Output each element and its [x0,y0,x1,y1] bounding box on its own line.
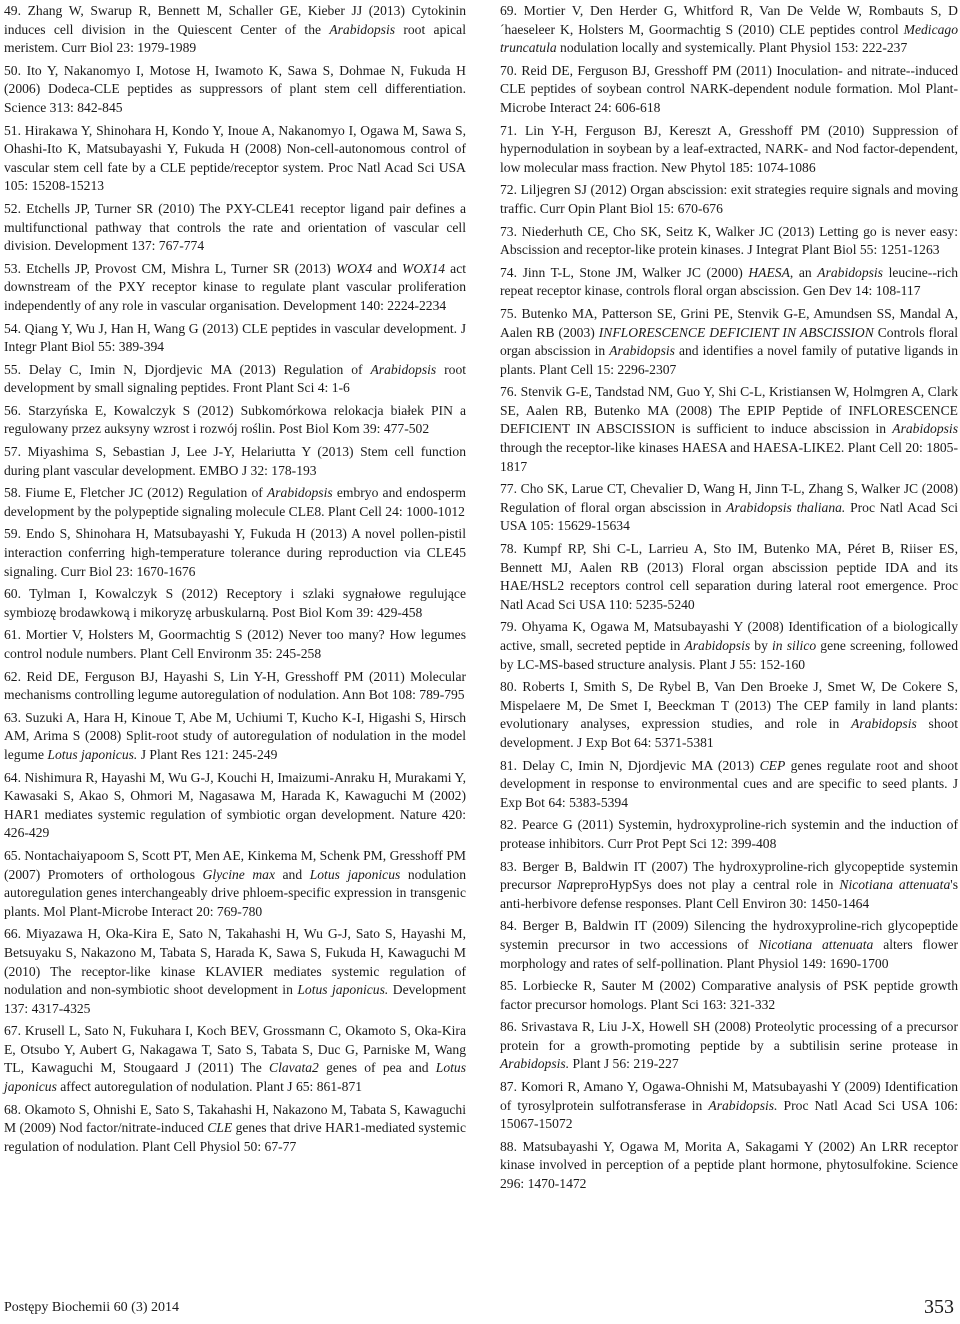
reference-text: Reid DE, Ferguson BJ, Hayashi S, Lin Y-H, Gresshoff PM (2011) Molecular mechanisms controlling legume autoregulation of nodulation. Ann Bot 108: 789-795 [4,668,467,703]
reference-number: 84. [500,918,523,934]
reference-entry [500,62,958,118]
reference-text: Hirakawa Y, Shinohara H, Kondo Y, Inoue A, Nakanomyo I, Ogawa M, Sawa S, Ohashi-Ito K, Matsubayashi Y, Fukuda H (2008) Non-cell-autonomous control of vascular stem cell fate by a CLE peptide/receptor system. Proc Natl Acad Sci USA 105: 15208-15213 [4,122,466,194]
right-reference-column [500,2,958,1198]
reference-number: 88. [500,1138,523,1154]
reference-entry [4,62,466,118]
reference-entry [500,618,958,674]
reference-entry [4,361,466,398]
reference-entry [500,757,958,813]
reference-number: 64. [4,769,25,785]
reference-number: 71. [500,122,525,138]
reference-text: Mortier V, Den Herder G, Whitford R, Van De Velde W, Rombauts S, D´haeseleer K, Holsters M, Goormachtig S (2010) CLE peptides control Medicago truncatula nodulation locally and systemically. Plant Physiol 153: 222-237 [500,3,958,56]
reference-text: Ito Y, Nakanomyo I, Motose H, Iwamoto K, Sawa S, Dohmae N, Fukuda H (2006) Dodeca-CLE peptides as suppressors of plant stem cell differentiation. Science 313: 842-845 [4,62,466,115]
reference-text: Berger B, Baldwin IT (2007) The hydroxyproline-rich glycopeptide systemin precursor NapreproHypSys does not play a central role in Nicotiana attenuata's anti-herbivore defense responses. Plant Cell Environ 30: 1450-1464 [500,858,959,911]
reference-number: 53. [4,260,27,276]
reference-entry [4,847,466,921]
reference-number: 63. [4,709,26,725]
reference-entry [4,443,466,480]
reference-entry [4,626,466,663]
reference-entry [500,540,958,614]
reference-number: 76. [500,384,521,400]
reference-entry [500,1018,958,1074]
reference-text: Starzyńska E, Kowalczyk S (2012) Subkomórkowa relokacja białek PIN a regulowany przez auksyny wzrost i rozwój roślin. Post Biol Kom 39: 477-502 [4,402,467,437]
reference-text: Lin Y-H, Ferguson BJ, Kereszt A, Gresshoff PM (2010) Suppression of hypernodulation in soybean by a leaf-extracted, NARK- and Nod factor-dependent, low molecular mass fraction. New Phytol 185: 1074-1086 [500,122,959,175]
reference-text: Suzuki A, Hara H, Kinoue T, Abe M, Uchiumi T, Kucho K-I, Higashi S, Hirsch AM, Arima S (2008) Split-root study of autoregulation of nodulation in the model legume Lotus japonicus. J Plant Res 121: 245-249 [4,709,466,762]
reference-text: Jinn T-L, Stone JM, Walker JC (2000) HAESA, an Arabidopsis leucine--rich repeat receptor kinase, controls floral organ abscission. Gen Dev 14: 108-117 [500,264,958,299]
reference-number: 58. [4,485,26,501]
reference-number: 68. [4,1101,25,1117]
reference-entry [500,264,958,301]
reference-text: Tylman I, Kowalczyk S (2012) Receptory i szlaki sygnałowe regulujące symbiozę brodawkową i mikoryzę arbuskularną. Post Biol Kom 39: 429-458 [4,586,466,620]
reference-number: 62. [4,668,27,684]
reference-entry [500,181,958,218]
reference-entry [4,320,466,357]
reference-number: 86. [500,1019,522,1035]
reference-text: Kumpf RP, Shi C-L, Larrieu A, Sto IM, Butenko MA, Péret B, Riiser ES, Bennett MJ, Aalen RB (2013) Floral organ abscission peptide IDA and its HAE/HSL2 receptors control cell separation during lateral root emergence. Proc Natl Acad Sci USA 110: 5235-5240 [500,541,959,612]
reference-text: Pearce G (2011) Systemin, hydroxyproline-rich systemin and the induction of protease inhibitors. Curr Prot Pept Sci 12: 399-408 [500,817,958,851]
reference-number: 59. [4,526,26,542]
reference-number: 49. [4,3,28,18]
reference-text: Reid DE, Ferguson BJ, Gresshoff PM (2011) Inoculation- and nitrate--induced CLE peptides of soybean control NARK-dependent nodule formation. Mol Plant-Microbe Interact 24: 606-618 [500,62,959,115]
reference-text: Ohyama K, Ogawa M, Matsubayashi Y (2008) Identification of a biologically active, small, secreted peptide in Arabidopsis by in silico gene screening, followed by LC-MS-based structure analysis. Plant J 55: 152-160 [500,619,959,672]
reference-entry [500,2,958,58]
reference-text: Okamoto S, Ohnishi E, Sato S, Takahashi H, Nakazono M, Tabata S, Kawaguchi M (2009) Nod factor/nitrate-induced CLE genes that drive HAR1-mediated systemic regulation of nodulation. Plant Cell Physiol 50: 67-77 [4,1101,467,1154]
reference-entry [500,383,958,476]
reference-number: 52. [4,200,27,216]
reference-number: 81. [500,757,523,773]
reference-number: 66. [4,926,26,942]
reference-entry [500,977,958,1014]
reference-entry [4,1022,466,1096]
reference-number: 74. [500,264,523,280]
reference-entry [500,858,958,914]
reference-text: Roberts I, Smith S, De Rybel B, Van Den Broeke J, Smet W, De Cokere S, Mispelaere M, De Smet I, Beeckman T (2013) The CEP family in land plants: evolutionary analyses, expression studies, and role in Arabidopsis shoot development. J Exp Bot 64: 5371-5381 [500,679,959,750]
reference-text: Qiang Y, Wu J, Han H, Wang G (2013) CLE peptides in vascular development. J Integr Plant Biol 55: 389-394 [4,320,467,355]
reference-entry [4,525,466,581]
reference-number: 75. [500,305,522,321]
reference-entry [4,484,466,521]
reference-entry [500,223,958,260]
reference-entry [4,2,466,58]
reference-text: Komori R, Amano Y, Ogawa-Ohnishi M, Matsubayashi Y (2009) Identification of tyrosylprotein sulfotransferase in Arabidopsis. Proc Natl Acad Sci USA 106: 15067-15072 [500,1079,958,1132]
reference-text: Krusell L, Sato N, Fukuhara I, Koch BEV, Grossmann C, Okamoto S, Oka-Kira E, Otsubo Y, Aubert G, Nakagawa T, Sato S, Tabata S, Duc G, Parniske M, Wang TL, Kawaguchi M, Stougaard J (2011) The Clavata2 genes of pea and Lotus japonicus affect autoregulation of nodulation. Plant J 65: 861-871 [4,1023,466,1095]
reference-entry [500,1138,958,1194]
reference-text: Fiume E, Fletcher JC (2012) Regulation of Arabidopsis embryo and endosperm development by the polypeptide signaling molecule CLE8. Plant Cell 24: 1000-1012 [4,485,466,519]
reference-number: 70. [500,62,522,78]
reference-text: Zhang W, Swarup R, Bennett M, Schaller GE, Kieber JJ (2013) Cytokinin induces cell division in the Quiescent Center of the Arabidopsis root apical meristem. Curr Biol 23: 1979-1989 [4,3,466,56]
reference-number: 83. [500,858,523,874]
reference-number: 87. [500,1079,522,1095]
reference-entry [500,816,958,853]
reference-text: Miyashima S, Sebastian J, Lee J-Y, Helariutta Y (2013) Stem cell function during plant vascular development. EMBO J 32: 178-193 [4,444,466,478]
reference-text: Nontachaiyapoom S, Scott PT, Men AE, Kinkema M, Schenk PM, Gresshoff PM (2007) Promoters of orthologous Glycine max and Lotus japonicus nodulation autoregulation genes interchangeably drive phloem-specific expression in transgenic plants. Mol Plant-Microbe Interact 20: 769-780 [4,847,467,919]
reference-number: 61. [4,627,26,643]
reference-number: 79. [500,619,522,635]
reference-number: 51. [4,122,25,138]
reference-text: Berger B, Baldwin IT (2009) Silencing the hydroxyproline-rich glycopeptide systemin precursor in two accessions of Nicotiana attenuata alters flower morphology and rates of self-pollination. Plant Physiol 149: 1690-1700 [500,918,959,971]
reference-number: 82. [500,817,522,833]
reference-text: Lorbiecke R, Sauter M (2002) Comparative analysis of PSK peptide growth factor precursor homologs. Plant Sci 163: 321-332 [500,978,958,1012]
reference-number: 73. [500,223,522,239]
reference-entry [500,678,958,752]
reference-text: Delay C, Imin N, Djordjevic MA (2013) Regulation of Arabidopsis root development by small signaling peptides. Front Plant Sci 4: 1-6 [4,361,467,396]
reference-entry [4,585,466,622]
left-reference-column [4,2,466,1160]
reference-entry [4,925,466,1018]
reference-text: Etchells JP, Provost CM, Mishra L, Turner SR (2013) WOX4 and WOX14 act downstream of the PXY receptor kinase to regulate plant vascular proliferation independently of any role in vascular organisation. Development 140: 2224-2234 [4,260,467,313]
reference-text: Stenvik G-E, Tandstad NM, Guo Y, Shi C-L, Kristiansen W, Holmgren A, Clark SE, Aalen RB, Butenko MA (2008) The EPIP Peptide of INFLORESCENCE DEFICIENT IN ABSCISSION is sufficient to induce abscission in Arabidopsis through the receptor-like kinases HAESA and HAESA-LIKE2. Plant Cell 20: 1805-1817 [500,384,959,474]
reference-text: Nishimura R, Hayashi M, Wu G-J, Kouchi H, Imaizumi-Anraku H, Murakami Y, Kawasaki S, Akao S, Ohmori M, Nagasawa M, Harada K, Kawaguchi M (2002) HAR1 mediates systemic regulation of symbiotic organ development. Nature 420: 426-429 [4,769,466,841]
reference-entry [4,709,466,765]
reference-text: Etchells JP, Turner SR (2010) The PXY-CLE41 receptor ligand pair defines a multifunctional pathway that controls the rate and orientation of vascular cell division. Development 137: 767-774 [4,200,467,254]
reference-number: 50. [4,62,27,78]
reference-number: 67. [4,1023,25,1039]
reference-number: 78. [500,541,524,557]
reference-number: 65. [4,847,25,863]
reference-number: 72. [500,182,521,198]
reference-entry [500,305,958,379]
reference-text: Delay C, Imin N, Djordjevic MA (2013) CEP genes regulate root and shoot development in response to environmental cues and are specific to seed plants. J Exp Bot 64: 5383-5394 [500,757,958,810]
reference-number: 80. [500,679,523,695]
reference-entry [4,668,466,705]
reference-text: Srivastava R, Liu J-X, Howell SH (2008) Proteolytic processing of a precursor protein for a growth-promoting peptide by a subtilisin serine protease in Arabidopsis. Plant J 56: 219-227 [500,1019,959,1072]
reference-entry [4,122,466,196]
journal-footer: Postępy Biochemii 60 (3) 2014 [4,1300,179,1315]
reference-text: Mortier V, Holsters M, Goormachtig S (2012) Never too many? How legumes control nodule numbers. Plant Cell Environm 35: 245-258 [4,627,466,661]
reference-text: Niederhuth CE, Cho SK, Seitz K, Walker JC (2013) Letting go is never easy: Abscission and receptor-like protein kinases. J Integrat Plant Biol 55: 1251-1263 [500,223,958,258]
reference-number: 69. [500,3,524,18]
reference-entry [4,200,466,256]
reference-number: 54. [4,320,25,336]
reference-entry [500,122,958,178]
reference-entry [4,260,466,316]
reference-text: Liljegren SJ (2012) Organ abscission: exit strategies require signals and moving traffic. Curr Opin Plant Biol 15: 670-676 [500,182,959,216]
reference-number: 55. [4,361,29,377]
reference-number: 85. [500,978,523,994]
reference-text: Matsubayashi Y, Ogawa M, Morita A, Sakagami Y (2002) An LRR receptor kinase involved in perception of a peptide plant hormone, phytosulfokine. Science 296: 1470-1472 [500,1138,959,1192]
reference-text: Butenko MA, Patterson SE, Grini PE, Stenvik G-E, Amundsen SS, Mandal A, Aalen RB (2003) INFLORESCENCE DEFICIENT IN ABSCISSION Controls floral organ abscission in Arabidopsis and identifies a novel family of putative ligands in plants. Plant Cell 15: 2296-2307 [500,305,959,377]
reference-text: Endo S, Shinohara H, Matsubayashi Y, Fukuda H (2013) A novel pollen-pistil interaction conferring high-temperature tolerance during reproduction via CLE45 signaling. Curr Biol 23: 1670-1676 [4,526,466,579]
reference-number: 56. [4,402,29,418]
reference-entry [500,480,958,536]
reference-entry [4,769,466,843]
page-number: 353 [924,1296,954,1318]
reference-entry [500,917,958,973]
reference-entry [4,402,466,439]
reference-number: 57. [4,444,28,460]
reference-text: Miyazawa H, Oka-Kira E, Sato N, Takahashi H, Wu G-J, Sato S, Hayashi M, Betsuyaku S, Nakazono M, Tabata S, Harada K, Sawa S, Fukuda H, Kawaguchi M (2010) The receptor-like kinase KLAVIER mediates systemic regulation of nodulation and non-symbiotic shoot development in Lotus japonicus. Development 137: 4317-4325 [4,926,467,1016]
reference-entry [500,1078,958,1134]
reference-number: 77. [500,481,521,497]
reference-entry [4,1101,466,1157]
reference-number: 60. [4,586,30,602]
reference-text: Cho SK, Larue CT, Chevalier D, Wang H, Jinn T-L, Zhang S, Walker JC (2008) Regulation of floral organ abscission in Arabidopsis thaliana. Proc Natl Acad Sci USA 105: 15629-15634 [500,481,959,534]
